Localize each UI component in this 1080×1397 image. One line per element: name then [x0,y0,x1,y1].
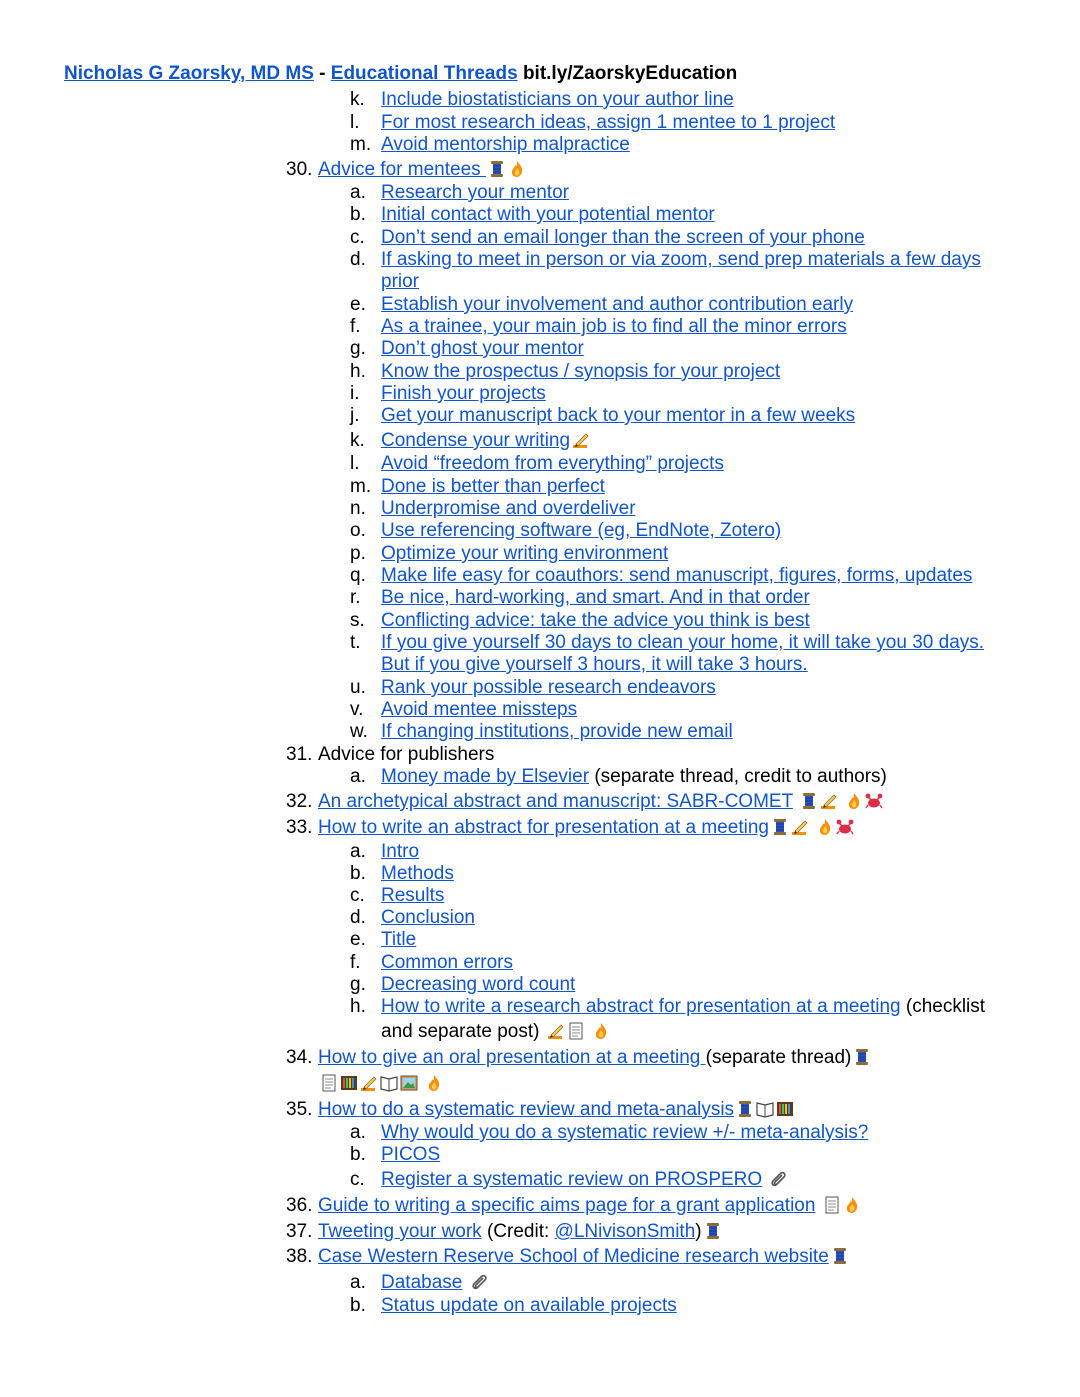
item-link-continuation[interactable]: But if you give yourself 3 hours, it will take 3 hours. [381,654,808,675]
item-link[interactable]: Advice for mentees [318,159,486,180]
item-link[interactable]: Conclusion [381,907,475,928]
item-text: Advice for publishers [318,744,495,765]
item-note: (checklist [900,996,986,1017]
item-marker: 37. [286,1221,313,1242]
item-marker: a. [350,1122,366,1143]
item-marker: a. [350,766,366,787]
item-link[interactable]: Done is better than perfect [381,476,605,497]
credit-link[interactable]: @LNivisonSmith [554,1221,696,1242]
item-marker: 33. [286,817,313,838]
item-marker: s. [350,610,365,631]
item-marker: 31. [286,744,313,765]
item-link[interactable]: Be nice, hard-working, and smart. And in that order [381,587,810,608]
item-link[interactable]: Condense your writing [381,430,571,451]
spool-icon [736,1100,754,1118]
item-marker: b. [350,863,366,884]
item-link[interactable]: Title [381,929,417,950]
item-marker: u. [350,677,366,698]
item-note: (separate thread, credit to authors) [589,766,887,787]
paperclip-icon [470,1273,488,1291]
framed-picture-icon [400,1074,418,1092]
item-link[interactable]: Underpromise and overdeliver [381,498,636,519]
item-link[interactable]: If asking to meet in person or via zoom, send prep materials a few days [381,249,981,270]
item-marker: w. [350,721,368,742]
header-separator: - [313,63,331,84]
item-marker: h. [350,361,366,382]
item-marker: 38. [286,1246,313,1267]
item-marker: l. [350,453,360,474]
item-marker: g. [350,974,366,995]
item-link[interactable]: Decreasing word count [381,974,576,995]
item-link[interactable]: Don’t send an email longer than the screen of your phone [381,227,865,248]
writing-hand-icon [791,818,809,836]
item-marker: n. [350,498,366,519]
item-link[interactable]: Conflicting advice: take the advice you think is best [381,610,810,631]
item-marker: c. [350,885,365,906]
page-icon [823,1196,841,1214]
item-marker: a. [350,841,366,862]
item-link[interactable]: Money made by Elsevier [381,766,590,787]
fire-icon [816,818,834,836]
item-marker: a. [350,182,366,203]
spool-icon [831,1247,849,1265]
item-link[interactable]: Register a systematic review on PROSPERO [381,1169,763,1190]
item-marker: f. [350,316,361,337]
item-marker: l. [350,112,360,133]
item-link[interactable]: As a trainee, your main job is to find all the minor errors [381,316,847,337]
educational-threads-link[interactable]: Educational Threads [330,63,518,84]
writing-hand-icon [360,1074,378,1092]
item-marker: 36. [286,1195,313,1216]
item-marker: t. [350,632,361,653]
item-marker: m. [350,134,372,155]
item-link[interactable]: Research your mentor [381,182,569,203]
item-marker: v. [350,699,364,720]
writing-hand-icon [547,1022,565,1040]
item-link[interactable]: For most research ideas, assign 1 mentee to 1 project [381,112,836,133]
item-marker: 35. [286,1099,313,1120]
item-link[interactable]: PICOS [381,1144,441,1165]
item-link[interactable]: Make life easy for coauthors: send manuscript, figures, forms, updates [381,565,973,586]
writing-hand-icon [820,792,838,810]
item-marker: d. [350,249,366,270]
item-link[interactable]: Don’t ghost your mentor [381,338,584,359]
item-marker: b. [350,1295,366,1316]
item-marker: e. [350,929,366,950]
item-link[interactable]: Why would you do a systematic review +/- meta-analysis? [381,1122,869,1143]
document-header [64,63,737,85]
item-link[interactable]: Tweeting your work [318,1221,482,1242]
item-link[interactable]: Establish your involvement and author contribution early [381,294,854,315]
crab-icon [865,792,883,810]
item-link[interactable]: Optimize your writing environment [381,543,669,564]
item-link[interactable]: How to write a research abstract for presentation at a meeting [381,996,901,1017]
abacus-icon [776,1100,794,1118]
abacus-icon [340,1074,358,1092]
item-marker: h. [350,996,366,1017]
item-link[interactable]: Finish your projects [381,383,546,404]
crab-icon [836,818,854,836]
fire-icon [845,792,863,810]
open-book-icon [380,1074,398,1092]
header-url: bit.ly/ZaorskyEducation [522,63,738,84]
item-link[interactable]: Common errors [381,952,513,973]
item-link[interactable]: Initial contact with your potential mentor [381,204,715,225]
item-marker: 34. [286,1047,313,1068]
item-link[interactable]: How to give an oral presentation at a meeting [318,1047,706,1068]
item-link[interactable]: Intro [381,841,420,862]
item-marker: 32. [286,791,313,812]
item-marker: b. [350,1144,366,1165]
author-link[interactable]: Nicholas G Zaorsky, MD MS [64,63,314,84]
item-marker: e. [350,294,366,315]
paperclip-icon [769,1170,787,1188]
item-marker: 30. [286,159,313,180]
item-link[interactable]: Include biostatisticians on your author line [381,89,734,110]
item-continuation [381,1021,610,1043]
item-link[interactable]: Database [381,1272,463,1293]
item-link[interactable]: An archetypical abstract and manuscript: SABR-COMET [318,791,793,812]
item-marker: d. [350,907,366,928]
item-link-continuation[interactable]: prior [381,271,420,292]
item-marker: i. [350,383,360,404]
writing-hand-icon [572,431,590,449]
page-icon [320,1074,338,1092]
fire-icon [425,1074,443,1092]
item-link[interactable]: Avoid mentorship malpractice [381,134,630,155]
item-marker: k. [350,89,365,110]
item-link[interactable]: How to do a systematic review and meta-analysis [318,1099,735,1120]
item-marker: b. [350,204,366,225]
item-marker: c. [350,1169,365,1190]
item-link[interactable]: Guide to writing a specific aims page for a grant application [318,1195,816,1216]
item-marker: p. [350,543,366,564]
item-link[interactable]: Methods [381,863,454,884]
item-marker: j. [350,405,360,426]
item-marker: a. [350,1272,366,1293]
icon-row [318,1073,443,1095]
item-marker: m. [350,476,372,497]
item-note: (Credit: [481,1221,555,1242]
fire-icon [843,1196,861,1214]
item-marker: c. [350,227,365,248]
item-link[interactable]: If you give yourself 30 days to clean your home, it will take you 30 days. [381,632,985,653]
item-link[interactable]: Rank your possible research endeavors [381,677,716,698]
item-link[interactable]: If changing institutions, provide new email [381,721,733,742]
fire-icon [592,1022,610,1040]
item-link[interactable]: Results [381,885,445,906]
spool-icon [488,160,506,178]
item-link[interactable]: Case Western Reserve School of Medicine research website [318,1246,829,1267]
item-note: and separate post) [381,1021,540,1042]
item-marker: r. [350,587,361,608]
spool-icon [853,1048,871,1066]
item-marker: f. [350,952,361,973]
item-note: ) [695,1221,702,1242]
spool-icon [800,792,818,810]
open-book-icon [756,1100,774,1118]
item-link[interactable]: Avoid mentee missteps [381,699,578,720]
page-icon [567,1022,585,1040]
spool-icon [771,818,789,836]
fire-icon [508,160,526,178]
item-link[interactable]: How to write an abstract for presentation at a meeting [318,817,769,838]
item-note: (separate thread) [705,1047,852,1068]
item-marker: q. [350,565,366,586]
item-marker: k. [350,430,365,451]
item-link[interactable]: Avoid “freedom from everything” projects [381,453,724,474]
spool-icon [704,1222,722,1240]
item-link[interactable]: Get your manuscript back to your mentor in a few weeks [381,405,856,426]
item-link[interactable]: Status update on available projects [381,1295,677,1316]
item-link[interactable]: Know the prospectus / synopsis for your project [381,361,781,382]
item-marker: g. [350,338,366,359]
item-link[interactable]: Use referencing software (eg, EndNote, Zotero) [381,520,782,541]
item-marker: o. [350,520,366,541]
